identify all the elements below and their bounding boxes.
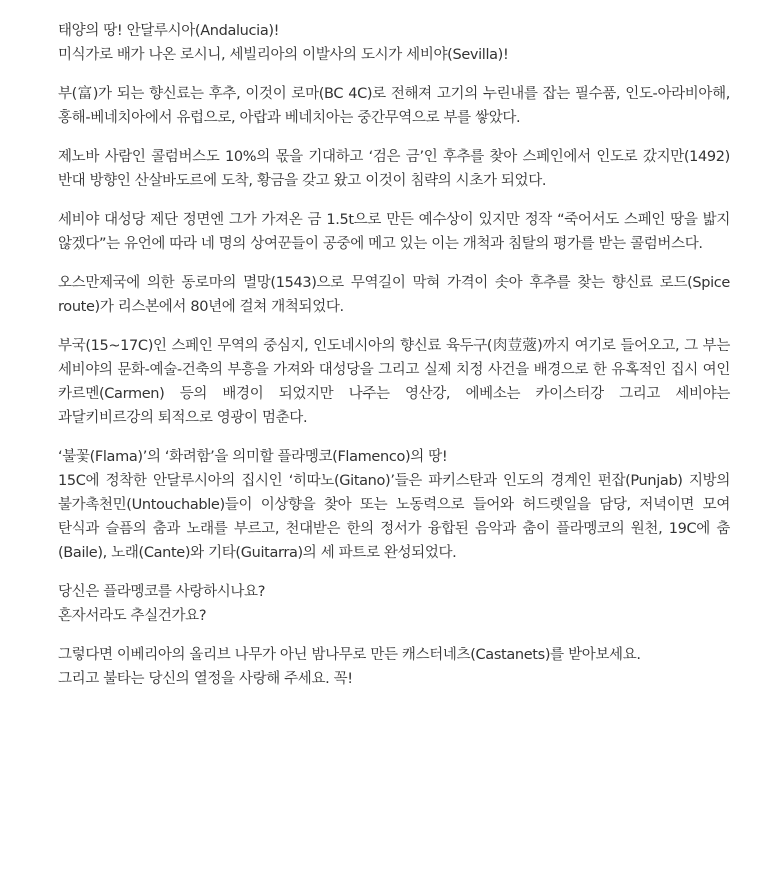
text-line: 미식가로 배가 나온 로시니, 세빌리아의 이발사의 도시가 세비야(Sevilla)! xyxy=(58,47,509,63)
text-line: 세비야 대성당 제단 정면엔 그가 가져온 금 1.5t으로 만든 예수상이 있지만 정작 “죽어서도 스페인 땅을 밟지 않겠다”는 유언에 따라 네 명의 상여꾼들이 공중에 메고 있는 이는 개척과 침탈의 평가를 받는 콜럼버스다. xyxy=(58,212,730,252)
text-line: 당신은 플라멩코를 사랑하시나요? xyxy=(58,584,266,600)
paragraph-pepper-trade xyxy=(58,82,730,130)
paragraph-intro xyxy=(58,19,730,67)
text-line: 부(富)가 되는 향신료는 후추, 이것이 로마(BC 4C)로 전해져 고기의 누린내를 잡는 필수품, 인도-아라비아해, 홍해-베네치아에서 유럽으로, 아랍과 베네치아는 중간무역으로 부를 쌓았다. xyxy=(58,86,730,126)
text-line: 15C에 정착한 안달루시아의 집시인 ‘히따노(Gitano)’들은 파키스탄과 인도의 경계인 펀잡(Punjab) 지방의 불가촉천민(Untouchable)들이 이상향을 찾아 또는 노동력으로 들어와 허드렛일을 담당, 저녁이면 모여 탄식과 슬픔의 춤과 노래를 부르고, 천대받은 한의 정서가 융합된 음악과 춤이 플라멩코의 원천, 19C에 춤(Baile), 노래(Cante)와 기타(Guitarra)의 세 파트로 완성되었다. xyxy=(58,473,730,561)
paragraph-seville-wealth xyxy=(58,334,730,430)
paragraph-flamenco xyxy=(58,445,730,565)
text-line: 그렇다면 이베리아의 올리브 나무가 아닌 밤나무로 만든 캐스터네츠(Castanets)를 받아보세요. xyxy=(58,647,641,663)
article-body xyxy=(58,19,730,691)
text-line: 태양의 땅! 안달루시아(Andalucia)! xyxy=(58,23,280,39)
paragraph-closing xyxy=(58,643,730,691)
paragraph-question xyxy=(58,580,730,628)
text-line: ‘불꽃(Flama)’의 ‘화려함’을 의미할 플라멩코(Flamenco)의 땅! xyxy=(58,449,448,465)
text-line: 그리고 불타는 당신의 열정을 사랑해 주세요. 꼭! xyxy=(58,671,353,687)
paragraph-spice-route xyxy=(58,271,730,319)
text-line: 제노바 사람인 콜럼버스도 10%의 몫을 기대하고 ‘검은 금’인 후추를 찾아 스페인에서 인도로 갔지만(1492) 반대 방향인 산살바도르에 도착, 황금을 갖고 왔고 이것이 침략의 시초가 되었다. xyxy=(58,149,730,189)
text-line: 부국(15~17C)인 스페인 무역의 중심지, 인도네시아의 향신료 육두구(肉荳蔲)까지 여기로 들어오고, 그 부는 세비야의 문화-예술-건축의 부흥을 가져와 대성당을 그리고 실제 치정 사건을 배경으로 한 유혹적인 집시 여인 카르멘(Carmen) 등의 배경이 되었지만 나주는 영산강, 에베소는 카이스터강 그리고 세비야는 과달키비르강의 퇴적으로 영광이 멈춘다. xyxy=(58,338,730,426)
paragraph-cathedral xyxy=(58,208,730,256)
paragraph-columbus xyxy=(58,145,730,193)
text-line: 혼자서라도 추실건가요? xyxy=(58,608,207,624)
text-line: 오스만제국에 의한 동로마의 멸망(1543)으로 무역길이 막혀 가격이 솟아 후추를 찾는 향신료 로드(Spice route)가 리스본에서 80년에 걸쳐 개척되었다. xyxy=(58,275,730,315)
